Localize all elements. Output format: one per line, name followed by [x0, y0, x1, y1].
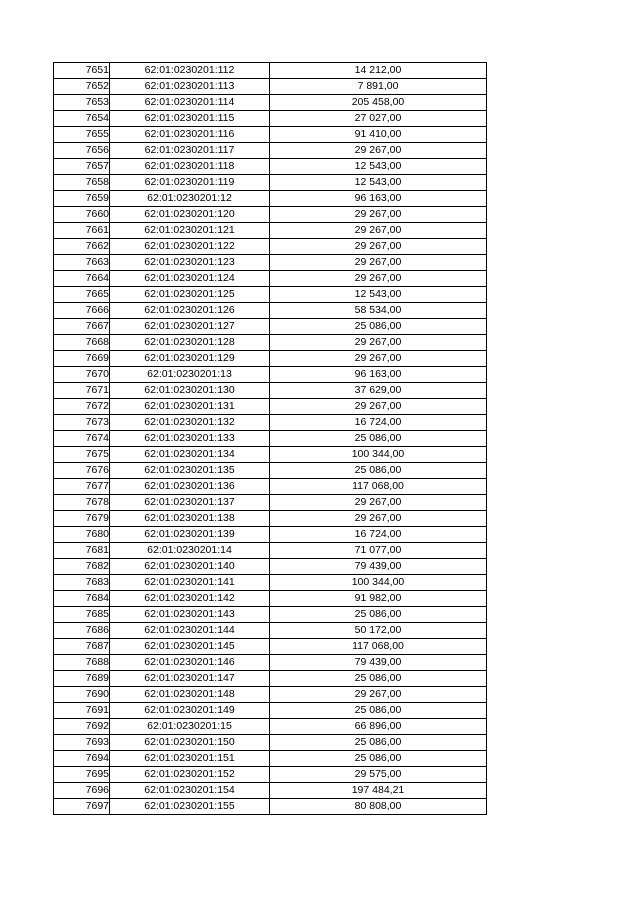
cadastral-number-cell: 62:01:0230201:150 — [110, 735, 270, 751]
value-cell: 12 543,00 — [270, 159, 487, 175]
value-cell: 100 344,00 — [270, 575, 487, 591]
table-row — [54, 207, 487, 223]
table-row — [54, 479, 487, 495]
cadastral-number-cell: 62:01:0230201:132 — [110, 415, 270, 431]
value-cell: 96 163,00 — [270, 367, 487, 383]
table-row — [54, 111, 487, 127]
table-row — [54, 511, 487, 527]
table-row — [54, 639, 487, 655]
table-row — [54, 575, 487, 591]
row-number-cell: 7654 — [54, 111, 110, 127]
table-row — [54, 783, 487, 799]
row-number-cell: 7684 — [54, 591, 110, 607]
cadastral-number-cell: 62:01:0230201:143 — [110, 607, 270, 623]
row-number-cell: 7681 — [54, 543, 110, 559]
cadastral-number-cell: 62:01:0230201:125 — [110, 287, 270, 303]
value-cell: 96 163,00 — [270, 191, 487, 207]
table-row — [54, 287, 487, 303]
value-cell: 25 086,00 — [270, 703, 487, 719]
cadastral-number-cell: 62:01:0230201:15 — [110, 719, 270, 735]
value-cell: 29 267,00 — [270, 143, 487, 159]
cadastral-number-cell: 62:01:0230201:134 — [110, 447, 270, 463]
row-number-cell: 7678 — [54, 495, 110, 511]
table-row — [54, 255, 487, 271]
value-cell: 197 484,21 — [270, 783, 487, 799]
cadastral-number-cell: 62:01:0230201:147 — [110, 671, 270, 687]
table-row — [54, 431, 487, 447]
value-cell: 29 267,00 — [270, 335, 487, 351]
row-number-cell: 7653 — [54, 95, 110, 111]
value-cell: 117 068,00 — [270, 479, 487, 495]
table-row — [54, 191, 487, 207]
cadastral-number-cell: 62:01:0230201:133 — [110, 431, 270, 447]
value-cell: 12 543,00 — [270, 175, 487, 191]
row-number-cell: 7686 — [54, 623, 110, 639]
cadastral-number-cell: 62:01:0230201:121 — [110, 223, 270, 239]
table-row — [54, 591, 487, 607]
value-cell: 25 086,00 — [270, 463, 487, 479]
table-body — [54, 63, 487, 815]
row-number-cell: 7691 — [54, 703, 110, 719]
table-row — [54, 415, 487, 431]
value-cell: 25 086,00 — [270, 671, 487, 687]
value-cell: 25 086,00 — [270, 751, 487, 767]
cadastral-number-cell: 62:01:0230201:154 — [110, 783, 270, 799]
table-row — [54, 719, 487, 735]
table-row — [54, 399, 487, 415]
row-number-cell: 7652 — [54, 79, 110, 95]
cadastral-number-cell: 62:01:0230201:135 — [110, 463, 270, 479]
row-number-cell: 7668 — [54, 335, 110, 351]
value-cell: 29 267,00 — [270, 223, 487, 239]
cadastral-number-cell: 62:01:0230201:139 — [110, 527, 270, 543]
cadastral-number-cell: 62:01:0230201:127 — [110, 319, 270, 335]
table-row — [54, 687, 487, 703]
cadastral-number-cell: 62:01:0230201:112 — [110, 63, 270, 79]
row-number-cell: 7674 — [54, 431, 110, 447]
table-row — [54, 607, 487, 623]
value-cell: 27 027,00 — [270, 111, 487, 127]
table-row — [54, 79, 487, 95]
cadastral-number-cell: 62:01:0230201:124 — [110, 271, 270, 287]
cadastral-number-cell: 62:01:0230201:12 — [110, 191, 270, 207]
row-number-cell: 7688 — [54, 655, 110, 671]
cadastral-number-cell: 62:01:0230201:117 — [110, 143, 270, 159]
row-number-cell: 7673 — [54, 415, 110, 431]
value-cell: 29 267,00 — [270, 399, 487, 415]
cadastral-number-cell: 62:01:0230201:152 — [110, 767, 270, 783]
table-row — [54, 751, 487, 767]
table-row — [54, 175, 487, 191]
cadastral-number-cell: 62:01:0230201:114 — [110, 95, 270, 111]
cadastral-value-table — [53, 62, 487, 815]
row-number-cell: 7658 — [54, 175, 110, 191]
table-row — [54, 95, 487, 111]
table-row — [54, 239, 487, 255]
row-number-cell: 7683 — [54, 575, 110, 591]
row-number-cell: 7666 — [54, 303, 110, 319]
cadastral-number-cell: 62:01:0230201:138 — [110, 511, 270, 527]
value-cell: 79 439,00 — [270, 655, 487, 671]
value-cell: 16 724,00 — [270, 527, 487, 543]
row-number-cell: 7664 — [54, 271, 110, 287]
cadastral-number-cell: 62:01:0230201:142 — [110, 591, 270, 607]
cadastral-number-cell: 62:01:0230201:155 — [110, 799, 270, 815]
row-number-cell: 7672 — [54, 399, 110, 415]
cadastral-number-cell: 62:01:0230201:146 — [110, 655, 270, 671]
value-cell: 37 629,00 — [270, 383, 487, 399]
row-number-cell: 7679 — [54, 511, 110, 527]
row-number-cell: 7659 — [54, 191, 110, 207]
value-cell: 29 267,00 — [270, 255, 487, 271]
row-number-cell: 7694 — [54, 751, 110, 767]
table-row — [54, 527, 487, 543]
row-number-cell: 7682 — [54, 559, 110, 575]
cadastral-number-cell: 62:01:0230201:136 — [110, 479, 270, 495]
table-row — [54, 767, 487, 783]
cadastral-number-cell: 62:01:0230201:140 — [110, 559, 270, 575]
cadastral-number-cell: 62:01:0230201:113 — [110, 79, 270, 95]
value-cell: 29 267,00 — [270, 511, 487, 527]
value-cell: 7 891,00 — [270, 79, 487, 95]
row-number-cell: 7669 — [54, 351, 110, 367]
value-cell: 58 534,00 — [270, 303, 487, 319]
table-row — [54, 671, 487, 687]
cadastral-number-cell: 62:01:0230201:122 — [110, 239, 270, 255]
value-cell: 25 086,00 — [270, 607, 487, 623]
cadastral-number-cell: 62:01:0230201:148 — [110, 687, 270, 703]
row-number-cell: 7671 — [54, 383, 110, 399]
table-row — [54, 495, 487, 511]
table-row — [54, 703, 487, 719]
row-number-cell: 7663 — [54, 255, 110, 271]
row-number-cell: 7656 — [54, 143, 110, 159]
value-cell: 100 344,00 — [270, 447, 487, 463]
row-number-cell: 7655 — [54, 127, 110, 143]
table-row — [54, 463, 487, 479]
cadastral-number-cell: 62:01:0230201:116 — [110, 127, 270, 143]
row-number-cell: 7697 — [54, 799, 110, 815]
table-row — [54, 335, 487, 351]
row-number-cell: 7676 — [54, 463, 110, 479]
value-cell: 29 267,00 — [270, 239, 487, 255]
row-number-cell: 7665 — [54, 287, 110, 303]
value-cell: 205 458,00 — [270, 95, 487, 111]
table-row — [54, 319, 487, 335]
row-number-cell: 7690 — [54, 687, 110, 703]
value-cell: 25 086,00 — [270, 319, 487, 335]
table-row — [54, 735, 487, 751]
value-cell: 80 808,00 — [270, 799, 487, 815]
cadastral-number-cell: 62:01:0230201:151 — [110, 751, 270, 767]
cadastral-number-cell: 62:01:0230201:14 — [110, 543, 270, 559]
cadastral-number-cell: 62:01:0230201:115 — [110, 111, 270, 127]
row-number-cell: 7661 — [54, 223, 110, 239]
table-row — [54, 143, 487, 159]
cadastral-number-cell: 62:01:0230201:120 — [110, 207, 270, 223]
cadastral-number-cell: 62:01:0230201:123 — [110, 255, 270, 271]
value-cell: 117 068,00 — [270, 639, 487, 655]
table-row — [54, 383, 487, 399]
value-cell: 29 267,00 — [270, 687, 487, 703]
value-cell: 25 086,00 — [270, 431, 487, 447]
value-cell: 16 724,00 — [270, 415, 487, 431]
row-number-cell: 7675 — [54, 447, 110, 463]
row-number-cell: 7692 — [54, 719, 110, 735]
value-cell: 29 575,00 — [270, 767, 487, 783]
value-cell: 91 410,00 — [270, 127, 487, 143]
row-number-cell: 7689 — [54, 671, 110, 687]
row-number-cell: 7680 — [54, 527, 110, 543]
cadastral-number-cell: 62:01:0230201:129 — [110, 351, 270, 367]
cadastral-number-cell: 62:01:0230201:144 — [110, 623, 270, 639]
value-cell: 29 267,00 — [270, 351, 487, 367]
cadastral-number-cell: 62:01:0230201:137 — [110, 495, 270, 511]
value-cell: 25 086,00 — [270, 735, 487, 751]
row-number-cell: 7685 — [54, 607, 110, 623]
cadastral-number-cell: 62:01:0230201:130 — [110, 383, 270, 399]
table-row — [54, 303, 487, 319]
row-number-cell: 7657 — [54, 159, 110, 175]
table-row — [54, 271, 487, 287]
value-cell: 29 267,00 — [270, 495, 487, 511]
table-row — [54, 543, 487, 559]
table-row — [54, 559, 487, 575]
value-cell: 14 212,00 — [270, 63, 487, 79]
row-number-cell: 7670 — [54, 367, 110, 383]
table-row — [54, 63, 487, 79]
value-cell: 66 896,00 — [270, 719, 487, 735]
row-number-cell: 7687 — [54, 639, 110, 655]
cadastral-number-cell: 62:01:0230201:131 — [110, 399, 270, 415]
table-row — [54, 655, 487, 671]
value-cell: 91 982,00 — [270, 591, 487, 607]
row-number-cell: 7667 — [54, 319, 110, 335]
table-row — [54, 223, 487, 239]
value-cell: 29 267,00 — [270, 271, 487, 287]
cadastral-number-cell: 62:01:0230201:126 — [110, 303, 270, 319]
table-row — [54, 127, 487, 143]
value-cell: 50 172,00 — [270, 623, 487, 639]
row-number-cell: 7651 — [54, 63, 110, 79]
table-row — [54, 799, 487, 815]
row-number-cell: 7695 — [54, 767, 110, 783]
cadastral-number-cell: 62:01:0230201:141 — [110, 575, 270, 591]
table-row — [54, 447, 487, 463]
cadastral-number-cell: 62:01:0230201:118 — [110, 159, 270, 175]
row-number-cell: 7693 — [54, 735, 110, 751]
table-row — [54, 623, 487, 639]
row-number-cell: 7662 — [54, 239, 110, 255]
table-row — [54, 159, 487, 175]
row-number-cell: 7696 — [54, 783, 110, 799]
cadastral-number-cell: 62:01:0230201:128 — [110, 335, 270, 351]
value-cell: 12 543,00 — [270, 287, 487, 303]
cadastral-number-cell: 62:01:0230201:145 — [110, 639, 270, 655]
value-cell: 71 077,00 — [270, 543, 487, 559]
value-cell: 79 439,00 — [270, 559, 487, 575]
table-row — [54, 351, 487, 367]
cadastral-number-cell: 62:01:0230201:13 — [110, 367, 270, 383]
row-number-cell: 7660 — [54, 207, 110, 223]
row-number-cell: 7677 — [54, 479, 110, 495]
table-row — [54, 367, 487, 383]
cadastral-number-cell: 62:01:0230201:149 — [110, 703, 270, 719]
cadastral-number-cell: 62:01:0230201:119 — [110, 175, 270, 191]
value-cell: 29 267,00 — [270, 207, 487, 223]
